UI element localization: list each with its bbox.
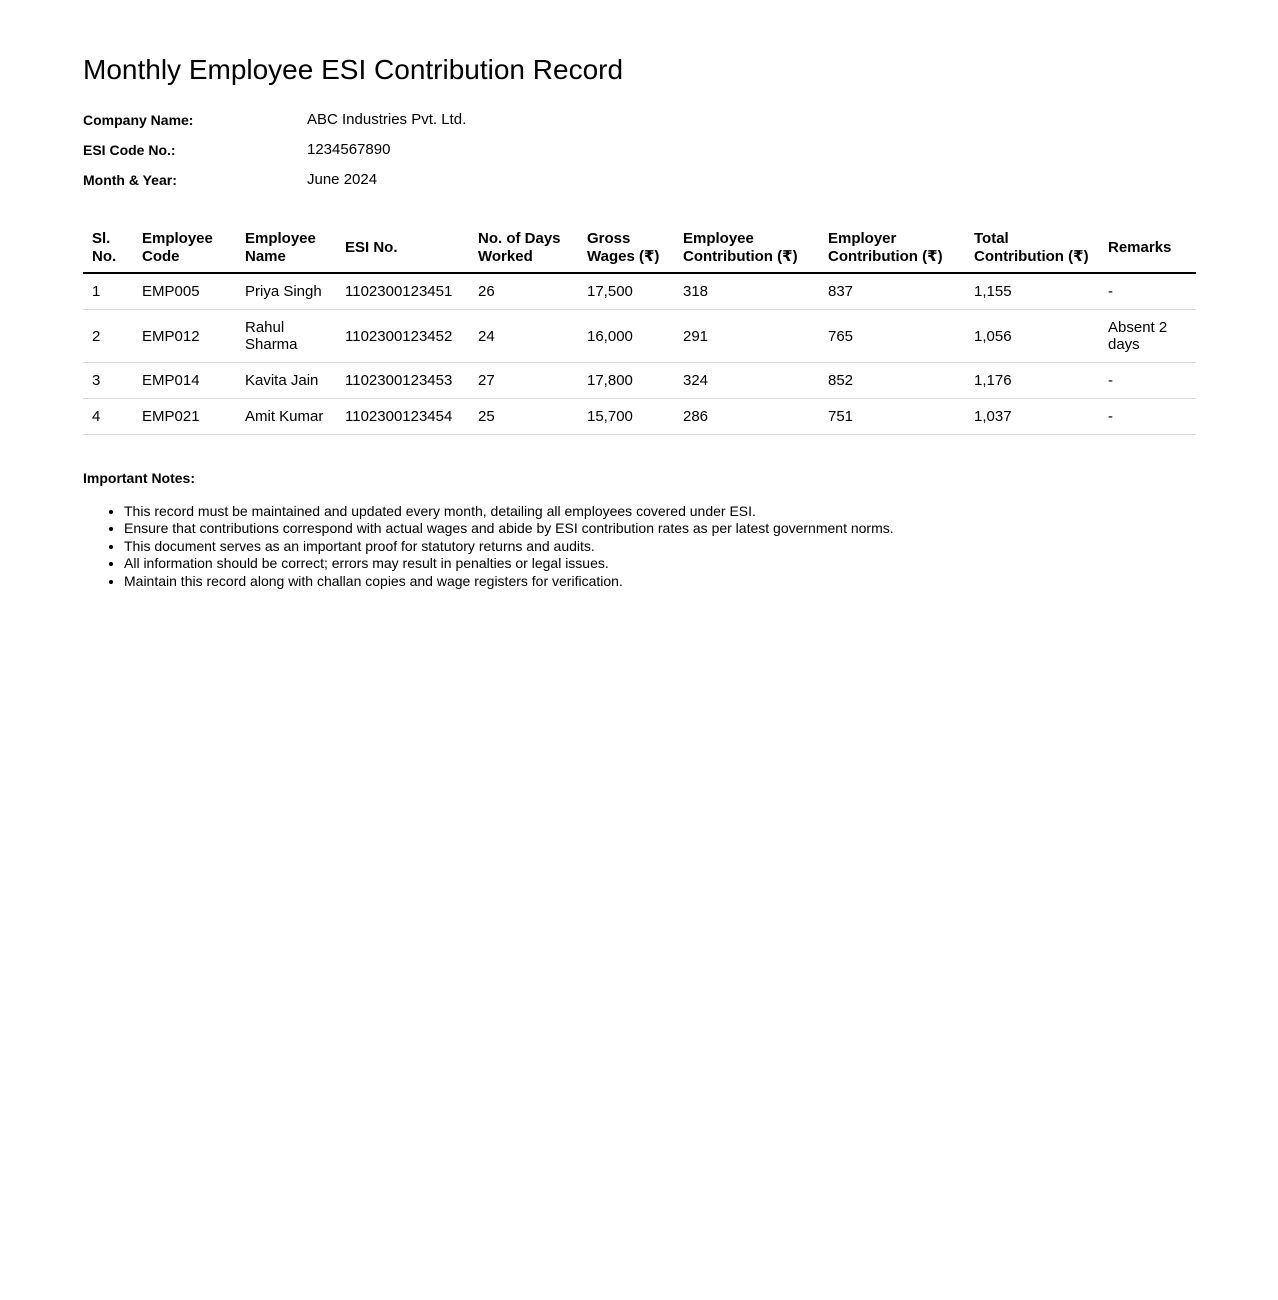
table-cell: 17,800 xyxy=(587,363,683,399)
meta-value: 1234567890 xyxy=(307,141,391,158)
column-header: Employee Name xyxy=(245,224,345,273)
table-cell: 16,000 xyxy=(587,310,683,363)
page-title: Monthly Employee ESI Contribution Record xyxy=(83,54,624,85)
table-cell: 1 xyxy=(83,273,142,310)
table-cell: Absent 2 days xyxy=(1108,310,1196,363)
table-cell: 1102300123451 xyxy=(345,273,478,310)
table-cell: 4 xyxy=(83,399,142,435)
table-cell: - xyxy=(1108,363,1196,399)
column-header: Employee Contribution (₹) xyxy=(683,224,828,273)
table-cell: - xyxy=(1108,399,1196,435)
table-cell: 1102300123452 xyxy=(345,310,478,363)
table-cell: Amit Kumar xyxy=(245,399,345,435)
table-cell: 17,500 xyxy=(587,273,683,310)
column-header: Gross Wages (₹) xyxy=(587,224,683,273)
meta-value: ABC Industries Pvt. Ltd. xyxy=(307,111,467,128)
table-cell: EMP005 xyxy=(142,273,245,310)
table-row xyxy=(83,399,1196,435)
table-cell: 1102300123453 xyxy=(345,363,478,399)
meta-label: Month & Year: xyxy=(83,172,177,188)
table-cell: 751 xyxy=(828,399,974,435)
table-cell: 1,037 xyxy=(974,399,1108,435)
table-cell: - xyxy=(1108,273,1196,310)
table-cell: 1,176 xyxy=(974,363,1108,399)
contribution-table xyxy=(83,224,1196,435)
table-cell: 27 xyxy=(478,363,587,399)
table-cell: 1102300123454 xyxy=(345,399,478,435)
table-cell: 25 xyxy=(478,399,587,435)
table-cell: 1,155 xyxy=(974,273,1108,310)
table-cell: 3 xyxy=(83,363,142,399)
table-cell: 324 xyxy=(683,363,828,399)
note-item: • This record must be maintained and updated every month, detailing all employees covered under ESI. xyxy=(124,503,1196,520)
table-cell: 765 xyxy=(828,310,974,363)
column-header: Sl. No. xyxy=(83,224,142,273)
table-cell: EMP012 xyxy=(142,310,245,363)
table-cell: 2 xyxy=(83,310,142,363)
meta-section xyxy=(83,111,1196,189)
table-row xyxy=(83,273,1196,310)
table-cell: 286 xyxy=(683,399,828,435)
table-cell: EMP021 xyxy=(142,399,245,435)
table-cell: 1,056 xyxy=(974,310,1108,363)
table-cell: 837 xyxy=(828,273,974,310)
table-cell: Rahul Sharma xyxy=(245,310,345,363)
table-cell: 26 xyxy=(478,273,587,310)
column-header: No. of Days Worked xyxy=(478,224,587,273)
notes-section xyxy=(83,470,1196,590)
meta-row xyxy=(83,111,1196,129)
meta-row xyxy=(83,141,1196,159)
table-header-row xyxy=(83,224,1196,273)
notes-list xyxy=(83,503,1196,590)
esi-record-document xyxy=(0,0,1278,590)
table-row xyxy=(83,310,1196,363)
meta-label: ESI Code No.: xyxy=(83,142,176,158)
column-header: Employer Contribution (₹) xyxy=(828,224,974,273)
meta-value: June 2024 xyxy=(307,171,378,188)
meta-label: Company Name: xyxy=(83,112,194,128)
note-item: • Maintain this record along with challan copies and wage registers for verification. xyxy=(124,573,1196,590)
table-cell: 24 xyxy=(478,310,587,363)
column-header: Total Contribution (₹) xyxy=(974,224,1108,273)
column-header: ESI No. xyxy=(345,224,478,273)
table-cell: Priya Singh xyxy=(245,273,345,310)
note-item: • This document serves as an important proof for statutory returns and audits. xyxy=(124,538,1196,555)
table-cell: EMP014 xyxy=(142,363,245,399)
column-header: Employee Code xyxy=(142,224,245,273)
notes-heading: Important Notes: xyxy=(83,470,195,486)
table-cell: 291 xyxy=(683,310,828,363)
table-cell: Kavita Jain xyxy=(245,363,345,399)
note-item: • All information should be correct; errors may result in penalties or legal issues. xyxy=(124,555,1196,572)
table-cell: 318 xyxy=(683,273,828,310)
table-row xyxy=(83,363,1196,399)
column-header: Remarks xyxy=(1108,224,1196,273)
table-body xyxy=(83,273,1196,435)
table-cell: 852 xyxy=(828,363,974,399)
table-cell: 15,700 xyxy=(587,399,683,435)
meta-row xyxy=(83,171,1196,189)
note-item: • Ensure that contributions correspond with actual wages and abide by ESI contribution rates as per latest government norms. xyxy=(124,520,1196,537)
